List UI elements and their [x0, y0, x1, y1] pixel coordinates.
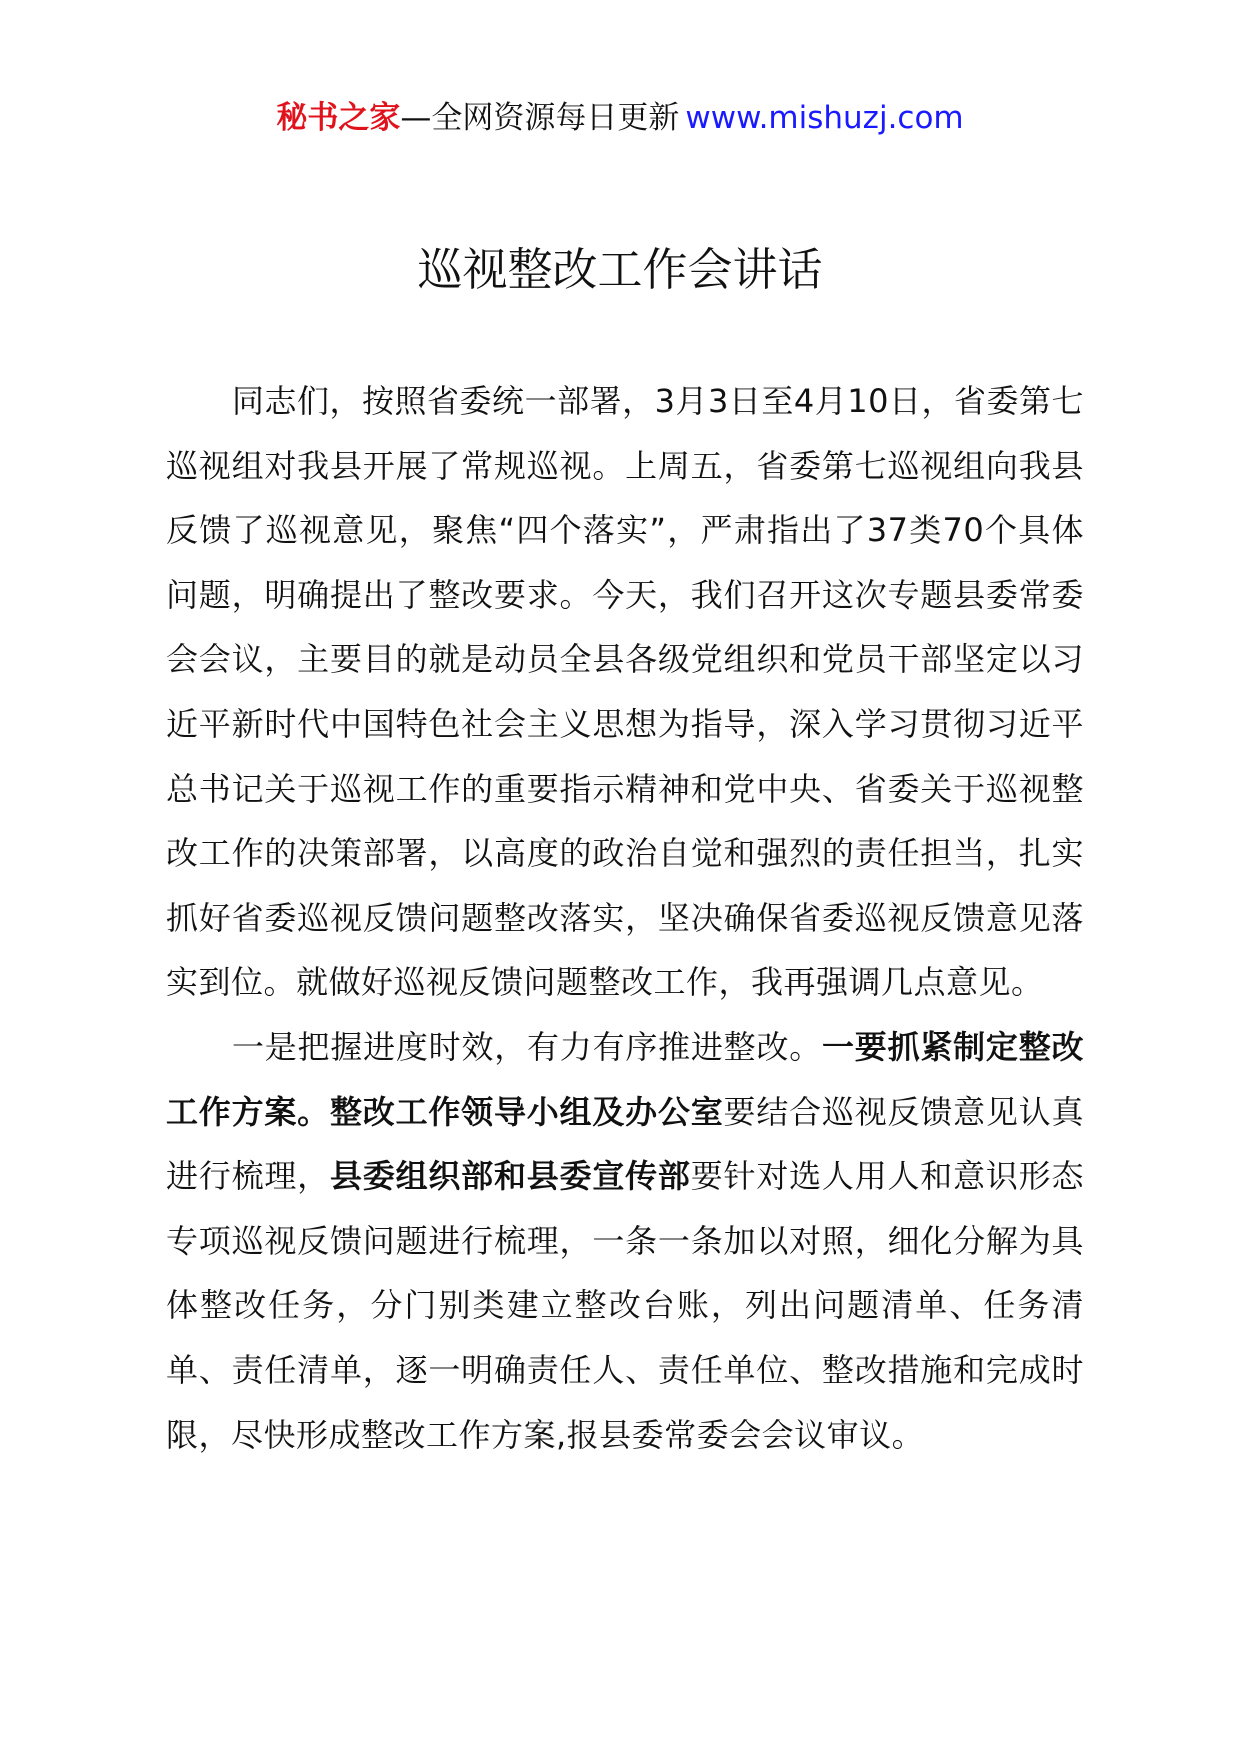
point-one-heading: 一是把握进度时效，有力有序推进整改。 — [232, 1027, 823, 1066]
site-url-link[interactable]: www.mishuzj.com — [685, 100, 964, 136]
sub-point-heading: 一要抓紧制定整改工作方案。 — [166, 1027, 1084, 1131]
site-header — [0, 96, 1240, 140]
bold-organization-departments: 县委组织部和县委宣传部 — [329, 1157, 691, 1196]
paragraph-text: 要针对选人用人和意识形态专项巡视反馈问题进行梳理，一条一条加以对照，细化分解为具体整改任务，分门别类建立整改台账，列出问题清单、任务清单、责任清单，逐一明确责任人、责任单位、整改措施和完成时限，尽快形成整改工作方案,报县委常委会会议审议。 — [166, 1157, 1084, 1454]
document-title: 巡视整改工作会讲话 — [417, 243, 823, 296]
paragraph-intro: 同志们，按照省委统一部署，3月3日至4月10日，省委第七巡视组对我县开展了常规巡视。上周五，省委第七巡视组向我县反馈了巡视意见，聚焦“四个落实”，严肃指出了37类70个具体问题，明确提出了整改要求。今天，我们召开这次专题县委常委会会议，主要目的就是动员全县各级党组织和党员干部坚定以习近平新时代中国特色社会主义思想为指导，深入学习贯彻习近平总书记关于巡视工作的重要指示精神和党中央、省委关于巡视整改工作的决策部署，以高度的政治自觉和强烈的责任担当，扎实抓好省委巡视反馈问题整改落实，坚决确保省委巡视反馈意见落实到位。就做好巡视反馈问题整改工作，我再强调几点意见。 — [166, 382, 1084, 1002]
site-tagline: —全网资源每日更新 — [400, 100, 680, 136]
document-body — [166, 369, 1084, 1467]
paragraph-text: 要结合巡视反馈意见认真进行梳理， — [166, 1092, 1084, 1196]
bold-organization-leading-group: 整改工作领导小组及办公室 — [329, 1092, 724, 1131]
paragraph-point-one — [166, 1015, 1084, 1467]
site-brand: 秘书之家 — [276, 100, 401, 136]
